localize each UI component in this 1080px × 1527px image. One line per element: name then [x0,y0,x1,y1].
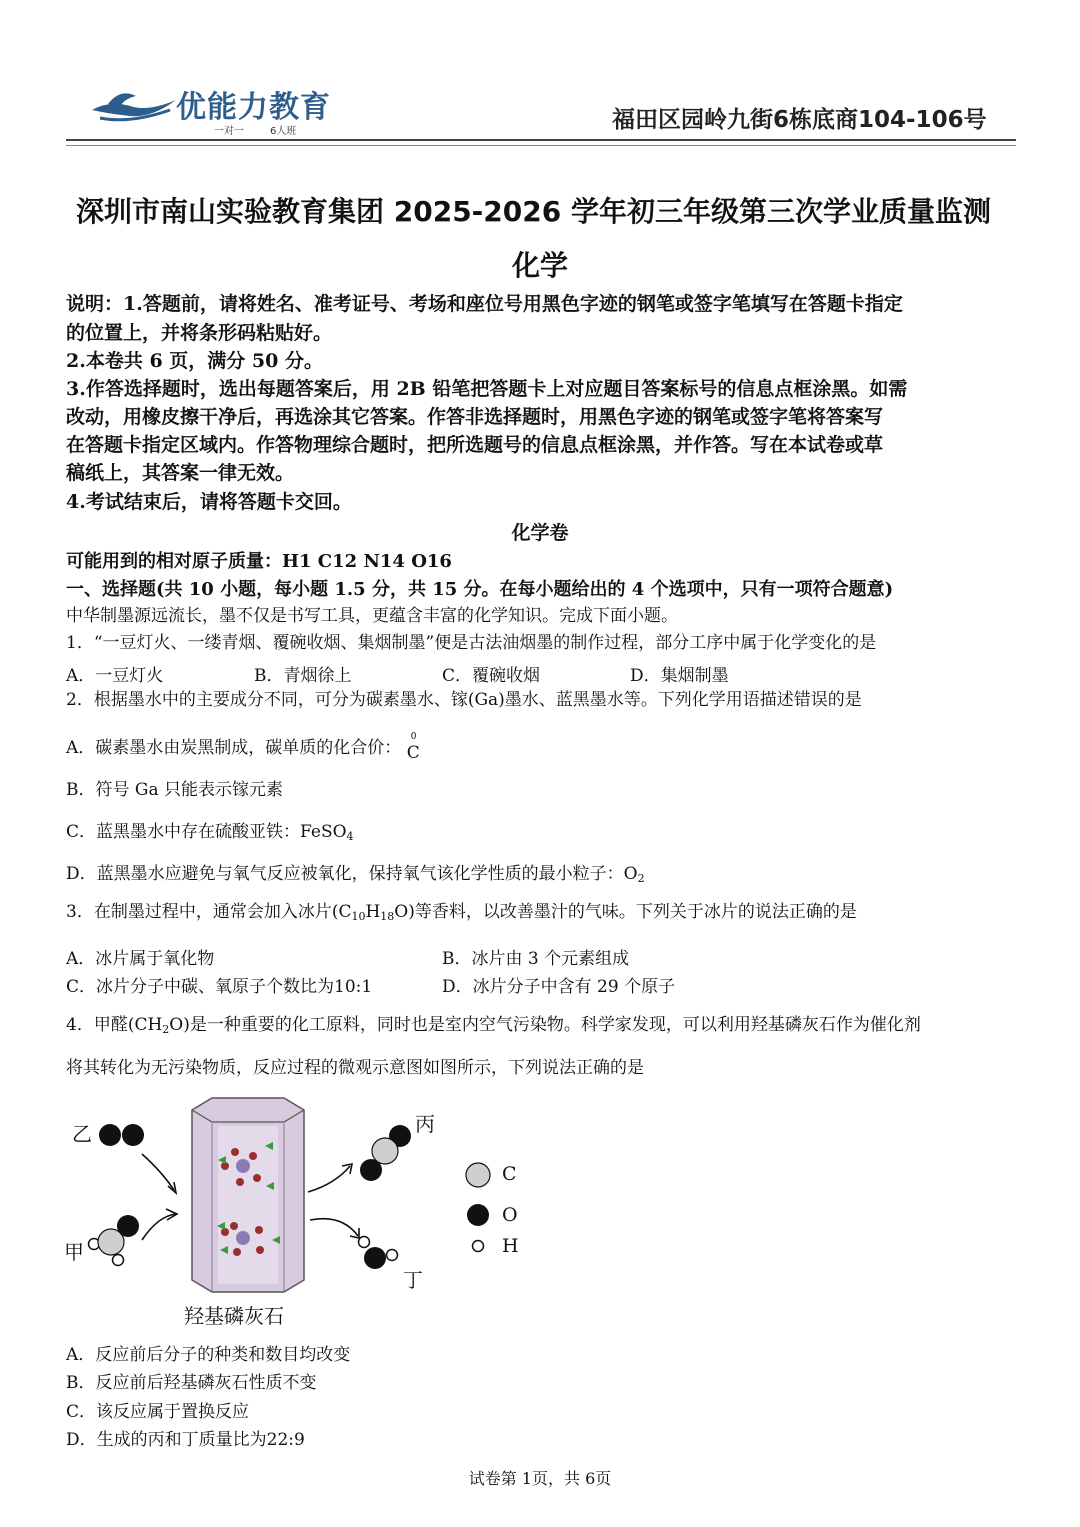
logo-icon [90,84,178,126]
arrow-icon [142,1154,174,1190]
passage-intro: 中华制墨源远流长，墨不仅是书写工具，更蕴含丰富的化学知识。完成下面小题。 [66,606,678,626]
legend-hydrogen-label: H [502,1235,519,1257]
page-footer: 试卷第 1页，共 6页 [468,1469,612,1488]
instruction-line: 说明：1.答题前，请将姓名、准考证号、考场和座位号用黑色字迹的钢笔或签字笔填写在答题卡指定 [66,293,903,315]
oxygen-atom [99,1124,121,1146]
question-stem: 3．在制墨过程中，通常会加入冰片$(C_{10}H_{18}O)$等香料，以改善墨汁的气味。下列关于冰片的说法正确的是 [66,902,857,923]
exam-title: 深圳市南山实验教育集团 2025-2026 学年初三年级第三次学业质量监测 [76,195,991,228]
option-d [66,859,645,885]
option-c [66,817,354,843]
label-jia: 甲 [64,1240,84,1264]
instruction-line: 3.作答选择题时，选出每题答案后，用 2B 铅笔把答题卡上对应题目答案标号的信息点框涂黑。如需 [66,378,908,400]
oxygen-atom [364,1247,386,1269]
paper-label: 化学卷 [511,522,569,544]
reaction-diagram [60,1090,540,1330]
option-b: B．符号 Ga 只能表示镓元素 [66,780,284,800]
formula: C [406,743,420,763]
atomic-masses: 可能用到的相对原子质量：H1 C12 N14 O16 [66,551,452,572]
option-a: A．反应前后分子的种类和数目均改变 [66,1345,351,1365]
instruction-line: 在答题卡指定区域内。作答物理综合题时，把所选题号的信息点框涂黑，并作答。写在本试卷或草 [66,434,884,456]
catalyst-label: 羟基磷灰石 [184,1304,284,1328]
logo-sub-left: 一对一 [214,126,244,137]
subject-title: 化学 [511,249,568,282]
section-heading: 一、选择题(共 10 小题，每小题 1.5 分，共 15 分。在每小题给出的 4 个选项中，只有一项符合题意) [66,579,894,600]
logo-sub-right: 6人班 [270,126,297,137]
legend-carbon-icon [466,1163,490,1187]
option-text: A．碳素墨水由炭黑制成，碳单质的化合价： [66,738,402,758]
address: 福田区园岭九街6栋底商104-106号 [612,107,987,133]
option-b: B．冰片由 3 个元素组成 [442,949,630,969]
carbon-atom [372,1138,398,1164]
instruction-line: 稿纸上，其答案一律无效。 [66,462,295,484]
formula: O [623,864,638,884]
option-text: C．蓝黑墨水中存在硫酸亚铁： [66,822,301,842]
label-yi: 乙 [72,1122,92,1146]
hydrogen-atom [387,1250,398,1261]
formula: FeSO [300,822,347,842]
option-c: C．覆碗收烟 [442,666,541,686]
formula-subscript: 2 [637,872,645,885]
arrow-icon [308,1166,350,1192]
option-a: A．冰片属于氧化物 [66,949,215,969]
option-d: D．生成的丙和丁质量比为22:9 [66,1430,305,1450]
logo-name: 优能力教育 [176,90,331,125]
question-stem: 4．甲醛$(CH_2O)$是一种重要的化工原料，同时也是室内空气污染物。科学家发现，可以利用羟基磷灰石作为催化剂 [66,1015,921,1036]
oxygen-atom [122,1124,144,1146]
header-rule [66,139,1016,141]
instruction-line: 改动，用橡皮擦干净后，再选涂其它答案。作答非选择题时，用黑色字迹的钢笔或签字笔将答案写 [66,406,884,428]
option-d: D．冰片分子中含有 29 个原子 [442,977,676,997]
option-b: B．反应前后羟基磷灰石性质不变 [66,1373,317,1393]
question-stem: 2．根据墨水中的主要成分不同，可分为碳素墨水、镓(Ga)墨水、蓝黑墨水等。下列化学用语描述错误的是 [66,690,862,710]
header-rule-thin [66,145,1016,146]
formula-subscript: 4 [346,830,354,843]
label-bing: 丙 [415,1112,435,1136]
valence-mark: 0 [410,732,417,742]
question-stem: 1．“一豆灯火、一缕青烟、覆碗收烟、集烟制墨”便是古法油烟墨的制作过程，部分工序中属于化学变化的是 [66,633,877,653]
label-ding: 丁 [403,1268,423,1292]
hydrogen-atom [359,1237,370,1248]
legend-oxygen-icon [467,1204,489,1226]
question-stem-2: 将其转化为无污染物质，反应过程的微观示意图如图所示，下列说法正确的是 [66,1058,644,1078]
legend-hydrogen-icon [473,1241,484,1252]
legend-carbon-label: C [502,1163,517,1185]
oxygen-atom [117,1215,139,1237]
instruction-line: 4.考试结束后，请将答题卡交回。 [66,491,352,513]
hydrogen-atom [113,1255,124,1266]
option-b: B．青烟徐上 [254,666,352,686]
option-d: D．集烟制墨 [630,666,729,686]
legend-oxygen-label: O [502,1204,518,1226]
instruction-line: 的位置上，并将条形码粘贴好。 [66,322,333,344]
oxygen-atom [360,1159,382,1181]
option-a: A．一豆灯火 [66,666,164,686]
option-text: D．蓝黑墨水应避免与氧气反应被氧化，保持氧气该化学性质的最小粒子： [66,864,624,884]
option-a [66,732,421,763]
option-c: C．该反应属于置换反应 [66,1402,250,1422]
instruction-line: 2.本卷共 6 页，满分 50 分。 [66,350,323,372]
option-c: C．冰片分子中碳、氧原子个数比为10:1 [66,977,373,997]
arrow-icon [310,1219,358,1236]
